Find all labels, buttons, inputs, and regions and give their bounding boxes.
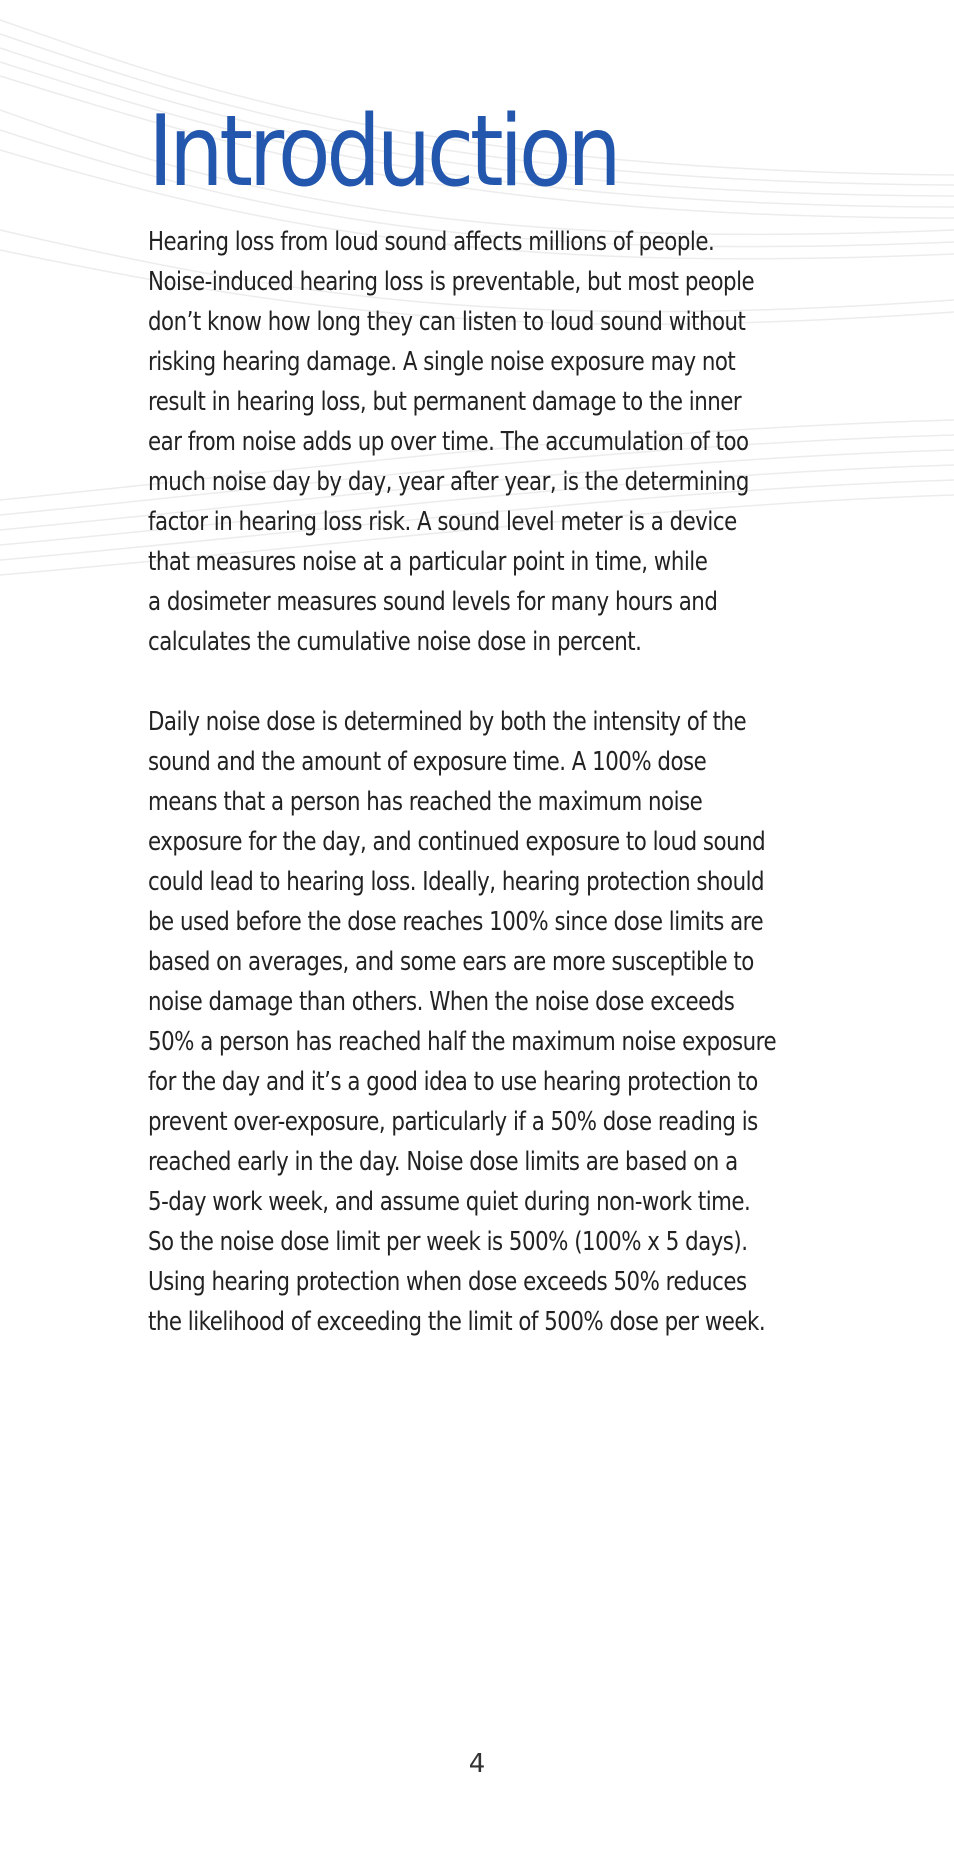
page-number: 4	[468, 1749, 486, 1779]
page-content	[148, 92, 868, 1342]
body-paragraph-1: Hearing loss from loud sound affects millions of people. Noise-induced hearing loss is preventable, but most people don’t know how long they can listen to loud sound without risking hearing damage. A single noise exposure may not result in hearing loss, but permanent damage to the inner ear from noise adds up over time. The accumulation of too much noise day by day, year after year, is the determining factor in hearing loss risk. A sound level meter is a device that measures noise at a particular point in time, while a dosimeter measures sound levels for many hours and calculates the cumulative noise dose in percent.	[148, 227, 755, 657]
page-title: Introduction	[148, 95, 618, 209]
body-paragraph-2: Daily noise dose is determined by both the intensity of the sound and the amount of exposure time. A 100% dose means that a person has reached the maximum noise exposure for the day, and continued exposure to loud sound could lead to hearing loss. Ideally, hearing protection should be used before the dose reaches 100% since dose limits are based on averages, and some ears are more susceptible to noise damage than others. When the noise dose exceeds 50% a person has reached half the maximum noise exposure for the day and it’s a good idea to use hearing protection to prevent over-exposure, particularly if a 50% dose reading is reached early in the day. Noise dose limits are based on a 5-day work week, and assume quiet during non-work time. So the noise dose limit per week is 500% (100% x 5 days). Using hearing protection when dose exceeds 50% reduces the likelihood of exceeding the limit of 500% dose per week.	[148, 707, 777, 1337]
